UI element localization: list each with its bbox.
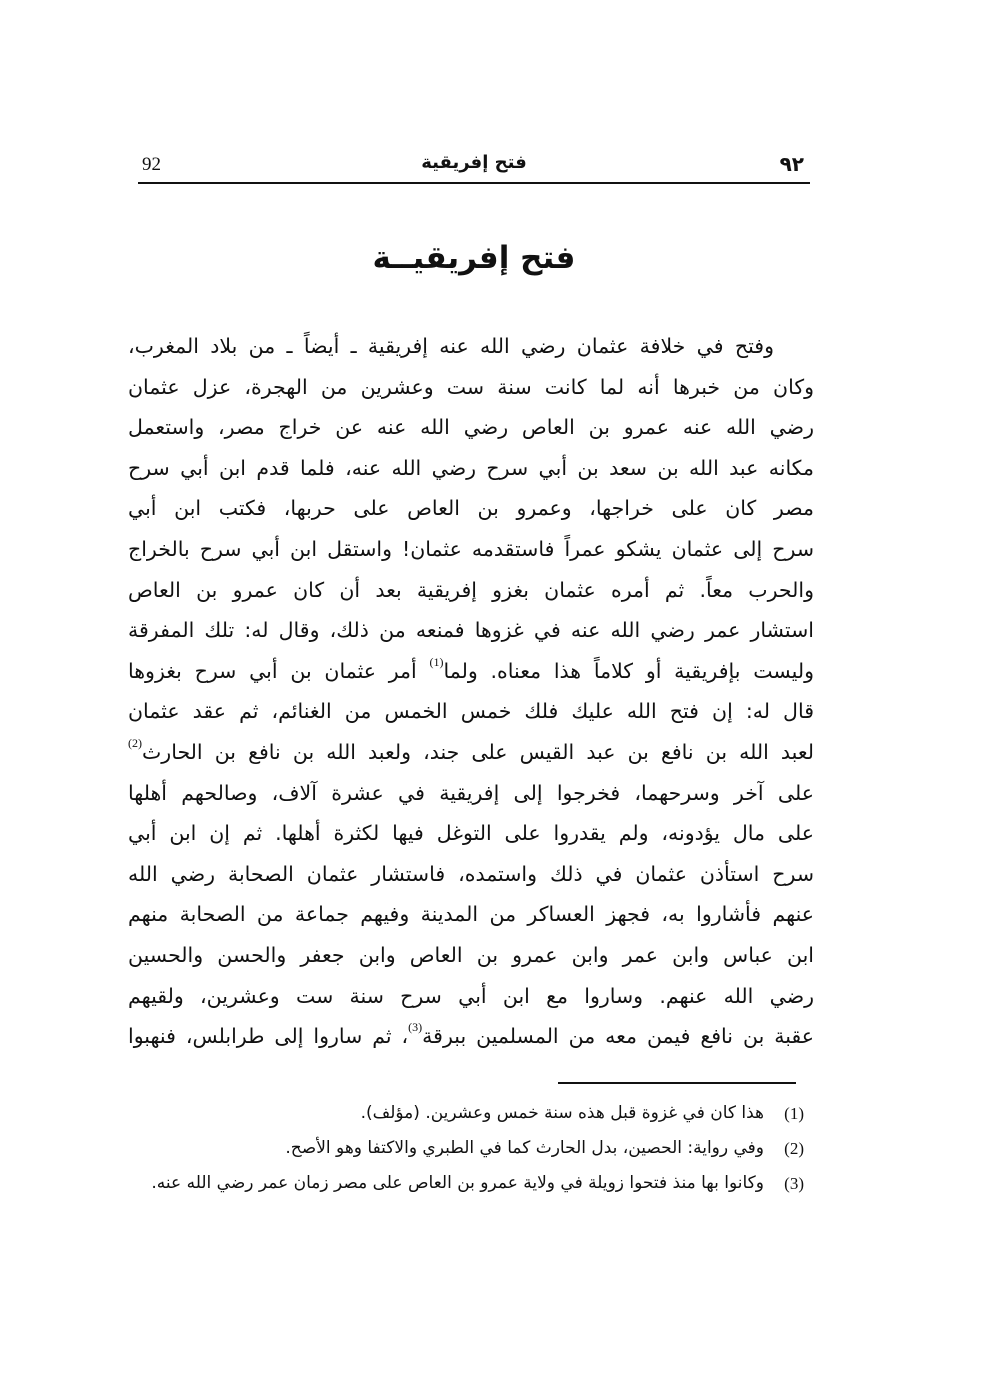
chapter-title: فتح إفريقيــة bbox=[372, 240, 576, 276]
body-line: سرح استأذن عثمان في ذلك واستمده، فاستشار عثمان الصحابة رضي الله bbox=[128, 861, 814, 886]
footnote-ref-2[interactable]: (2) bbox=[128, 736, 142, 751]
body-line: وفتح في خلافة عثمان رضي الله عنه إفريقية ـ أيضاً ـ من بلاد المغرب، bbox=[128, 334, 774, 358]
body-line: مصر كان على خراجها، وعمرو بن العاص على حربها، فكتب ابن أبي bbox=[128, 496, 814, 521]
body-line: قال له: إن فتح الله عليك فلك خمس الخمس من الغنائم، ثم عقد عثمان bbox=[128, 699, 814, 724]
body-line: سرح إلى عثمان يشكو عمراً فاستقدمه عثمان! واستقل ابن أبي سرح بالخراج bbox=[128, 536, 814, 561]
page-number-arabic: ٩٢ bbox=[779, 152, 804, 176]
body-line bbox=[128, 732, 814, 773]
footnote-text: وكانوا بها منذ فتحوا زويلة في ولاية عمرو بن العاص على مصر زمان عمر رضي الله عنه. bbox=[151, 1173, 764, 1193]
footnote-divider bbox=[558, 1082, 796, 1084]
header-divider bbox=[138, 182, 810, 184]
body-line: والحرب معاً. ثم أمره عثمان بغزو إفريقية بعد أن كان عمرو بن العاص bbox=[128, 577, 814, 602]
footnotes bbox=[134, 1096, 804, 1201]
body-line: رضي الله عنهم. وساروا مع ابن أبي سرح سنة ست وعشرين، ولقيهم bbox=[128, 983, 814, 1008]
body-line: استشار عمر رضي الله عنه في غزوها فمنعه من ذلك، وقال له: تلك المفرقة bbox=[128, 618, 814, 643]
body-line: رضي الله عنه عمرو بن العاص رضي الله عنه عن خراج مصر، واستعمل bbox=[128, 415, 814, 440]
footnote-1 bbox=[134, 1096, 804, 1131]
page-number-latin: 92 bbox=[142, 154, 161, 175]
footnote-text: هذا كان في غزوة قبل هذه سنة خمس وعشرين. (مؤلف). bbox=[360, 1103, 764, 1123]
body-line-part: عقبة بن نافع فيمن معه من المسلمين ببرقة bbox=[422, 1024, 814, 1049]
footnote-ref-3[interactable]: (3) bbox=[408, 1020, 423, 1035]
footnote-number: (3) bbox=[784, 1174, 804, 1193]
body-text bbox=[128, 326, 814, 1057]
body-line: مكانه عبد الله بن سعد بن أبي سرح رضي الله عنه، فلما قدم ابن أبي سرح bbox=[128, 455, 814, 480]
running-title: فتح إفريقية bbox=[421, 152, 527, 173]
footnote-number: (2) bbox=[784, 1139, 804, 1158]
body-line: ابن عباس وابن عمر وابن عمرو بن العاص وابن جعفر والحسن والحسين bbox=[128, 942, 814, 967]
body-line-part: وليست بإفريقية أو كلاماً هذا معناه. ولما bbox=[443, 658, 814, 683]
footnote-2 bbox=[134, 1131, 804, 1166]
body-line-part: ، ثم ساروا إلى طرابلس، فنهبوا bbox=[128, 1024, 409, 1049]
footnote-text: وفي رواية: الحصين، بدل الحارث كما في الطبري والاكتفا وهو الأصح. bbox=[285, 1138, 764, 1158]
footnote-3 bbox=[134, 1166, 804, 1201]
footnote-ref-1[interactable]: (1) bbox=[429, 654, 444, 669]
body-line-part: لعبد الله بن نافع بن عبد القيس على جند، ولعبد الله بن نافع بن الحارث bbox=[142, 739, 814, 764]
body-line: على آخر وسرحهما، فخرجوا إلى إفريقية في عشرة آلاف، وصالحهم أهلها bbox=[128, 780, 814, 805]
body-line bbox=[128, 651, 814, 692]
body-line bbox=[128, 1016, 814, 1057]
running-header bbox=[138, 150, 810, 180]
body-line: عنهم فأشاروا به، فجهز العساكر من المدينة وفيهم جماعة من الصحابة منهم bbox=[128, 902, 814, 927]
footnote-number: (1) bbox=[784, 1104, 804, 1123]
body-line-part: أمر عثمان بن أبي سرح بغزوها bbox=[128, 658, 430, 683]
body-line: وكان من خبرها أنه لما كانت سنة ست وعشرين من الهجرة، عزل عثمان bbox=[128, 374, 814, 399]
body-line: على مال يؤدونه، ولم يقدروا على التوغل فيها لكثرة أهلها. ثم إن ابن أبي bbox=[128, 821, 814, 846]
